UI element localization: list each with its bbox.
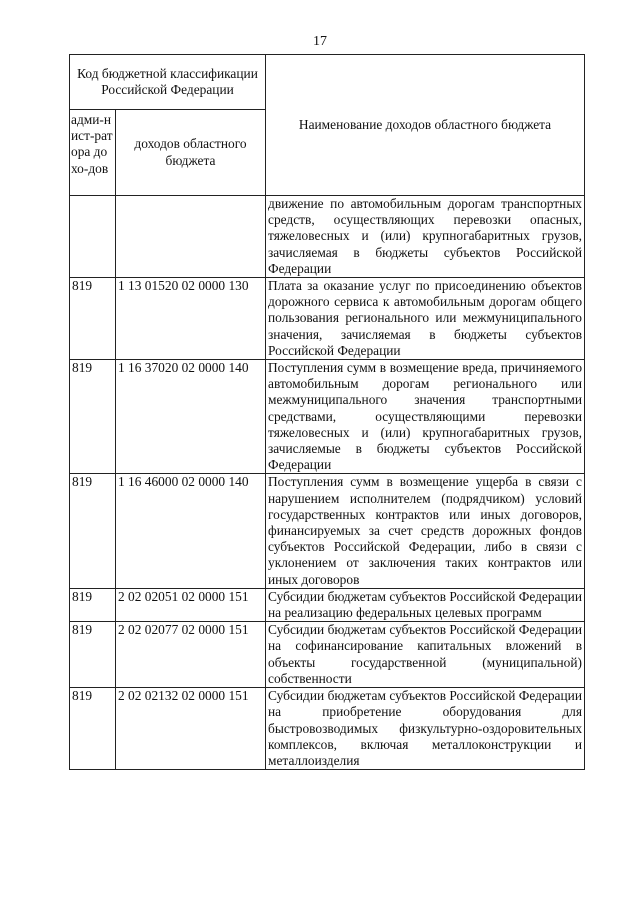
admin-code-cell: 819 — [70, 474, 116, 588]
income-name-cell: Субсидии бюджетам субъектов Российской Федерации на софинансирование капитальных вложений в объекты государственной (муниципальной) собственности — [266, 622, 585, 688]
income-name-cell: движение по автомобильным дорогам транспортных средств, осуществляющих перевозки опасных, тяжеловесных и (или) крупногабаритных грузов, зачисляемая в бюджеты субъектов Российской Федерации — [266, 196, 585, 278]
income-code-cell: 2 02 02051 02 0000 151 — [116, 588, 266, 621]
income-code-cell: 2 02 02077 02 0000 151 — [116, 622, 266, 688]
admin-code-cell — [70, 196, 116, 278]
header-admin-column: адми-нист-ратора дохо-дов — [70, 110, 116, 196]
income-code-cell: 1 16 37020 02 0000 140 — [116, 360, 266, 474]
income-code-cell: 2 02 02132 02 0000 151 — [116, 688, 266, 770]
income-name-cell: Поступления сумм в возмещение ущерба в связи с нарушением исполнителем (подрядчиком) условий государственных контрактов или иных договоров, финансируемых за счет средств дорожных фондов субъектов Российской Федерации, либо в связи с уклонением от заключения таких контрактов или иных договоров — [266, 474, 585, 588]
income-name-cell: Субсидии бюджетам субъектов Российской Федерации на реализацию федеральных целевых программ — [266, 588, 585, 621]
income-code-cell — [116, 196, 266, 278]
header-income-column: доходов областного бюджета — [116, 110, 266, 196]
page-number: 17 — [313, 34, 327, 49]
income-name-cell: Субсидии бюджетам субъектов Российской Федерации на приобретение оборудования для быстровозводимых физкультурно-оздоровительных комплексов, включая металлоконструкции и металлоизделия — [266, 688, 585, 770]
budget-classification-table — [69, 54, 585, 770]
header-name-column: Наименование доходов областного бюджета — [266, 55, 585, 196]
header-budget-code-group: Код бюджетной классификации Российской Федерации — [70, 55, 266, 110]
income-name-cell: Плата за оказание услуг по присоединению объектов дорожного сервиса к автомобильным дорогам общего пользования регионального или межмуниципального значения, зачисляемая в бюджеты субъектов Российской Федерации — [266, 278, 585, 360]
admin-code-cell: 819 — [70, 588, 116, 621]
table-row — [70, 474, 585, 588]
income-code-cell: 1 16 46000 02 0000 140 — [116, 474, 266, 588]
table-row — [70, 278, 585, 360]
income-name-cell: Поступления сумм в возмещение вреда, причиняемого автомобильным дорогам регионального или межмуниципального значения транспортными средствами, осуществляющими перевозки тяжеловесных и (или) крупногабаритных грузов, зачисляемые в бюджеты субъектов Российской Федерации — [266, 360, 585, 474]
header-row-1 — [70, 55, 585, 110]
admin-code-cell: 819 — [70, 622, 116, 688]
admin-code-cell: 819 — [70, 360, 116, 474]
table-row — [70, 360, 585, 474]
table-row — [70, 688, 585, 770]
table-row — [70, 622, 585, 688]
table-row — [70, 588, 585, 621]
admin-code-cell: 819 — [70, 688, 116, 770]
admin-code-cell: 819 — [70, 278, 116, 360]
income-code-cell: 1 13 01520 02 0000 130 — [116, 278, 266, 360]
table-row — [70, 196, 585, 278]
